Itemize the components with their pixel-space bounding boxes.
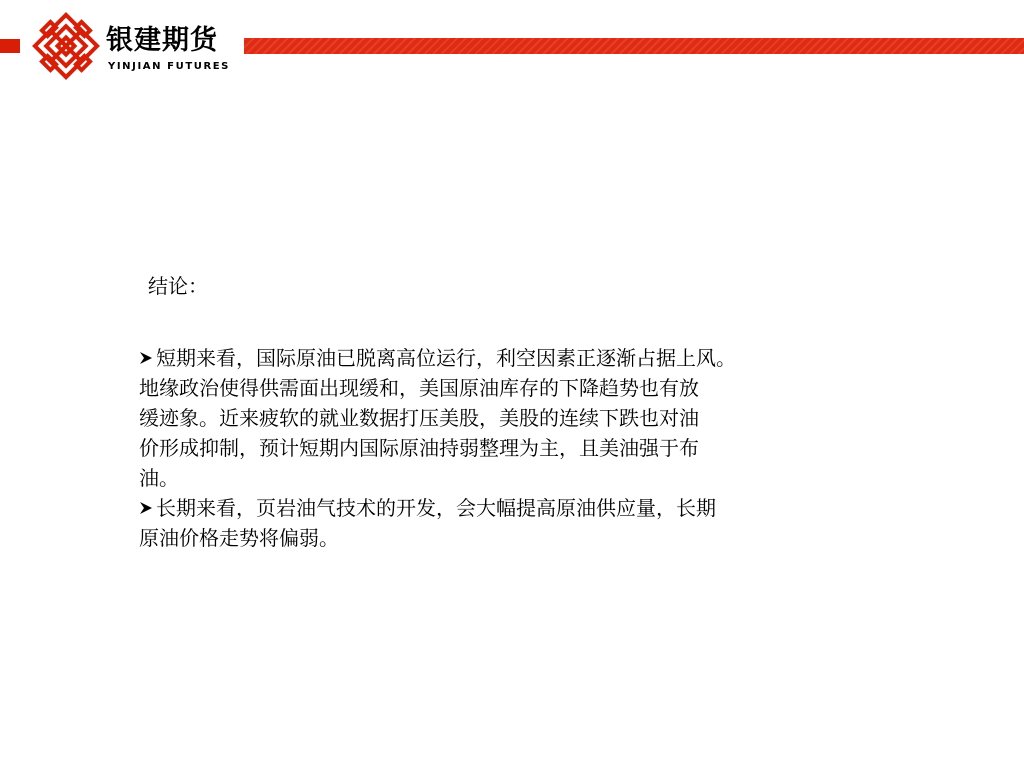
arrow-bullet-icon [139, 501, 153, 515]
bullet-text-line: 缓迹象。近来疲软的就业数据打压美股，美股的连续下跌也对油 [139, 406, 699, 430]
bullet-first-line [139, 493, 899, 523]
bullet-text-line: 价形成抑制，预计短期内国际原油持弱整理为主，且美油强于布 [139, 436, 699, 460]
brand-name-cn: 银建期货 [106, 25, 218, 56]
bullet-text-line: 地缘政治使得供需面出现缓和，美国原油库存的下降趋势也有放 [139, 376, 699, 400]
bullet-text-line: 原油价格走势将偏弱。 [139, 526, 339, 550]
arrow-bullet-icon [139, 351, 153, 365]
bullet-text-line: 油。 [139, 466, 179, 490]
brand-name-en: YINJIAN FUTURES [108, 61, 230, 72]
conclusion-heading: 结论： [148, 274, 208, 298]
knot-logo-icon [30, 10, 102, 82]
header-banner [244, 38, 1024, 54]
left-red-accent [0, 39, 20, 53]
bullet-text: 长期来看，页岩油气技术的开发，会大幅提高原油供应量，长期 [156, 496, 716, 520]
bullet-short-term [139, 343, 899, 493]
conclusion-content [139, 343, 899, 553]
bullet-long-term [139, 493, 899, 553]
bullet-first-line [139, 343, 899, 373]
bullet-text: 短期来看，国际原油已脱离高位运行，利空因素正逐渐占据上风。 [156, 346, 736, 370]
